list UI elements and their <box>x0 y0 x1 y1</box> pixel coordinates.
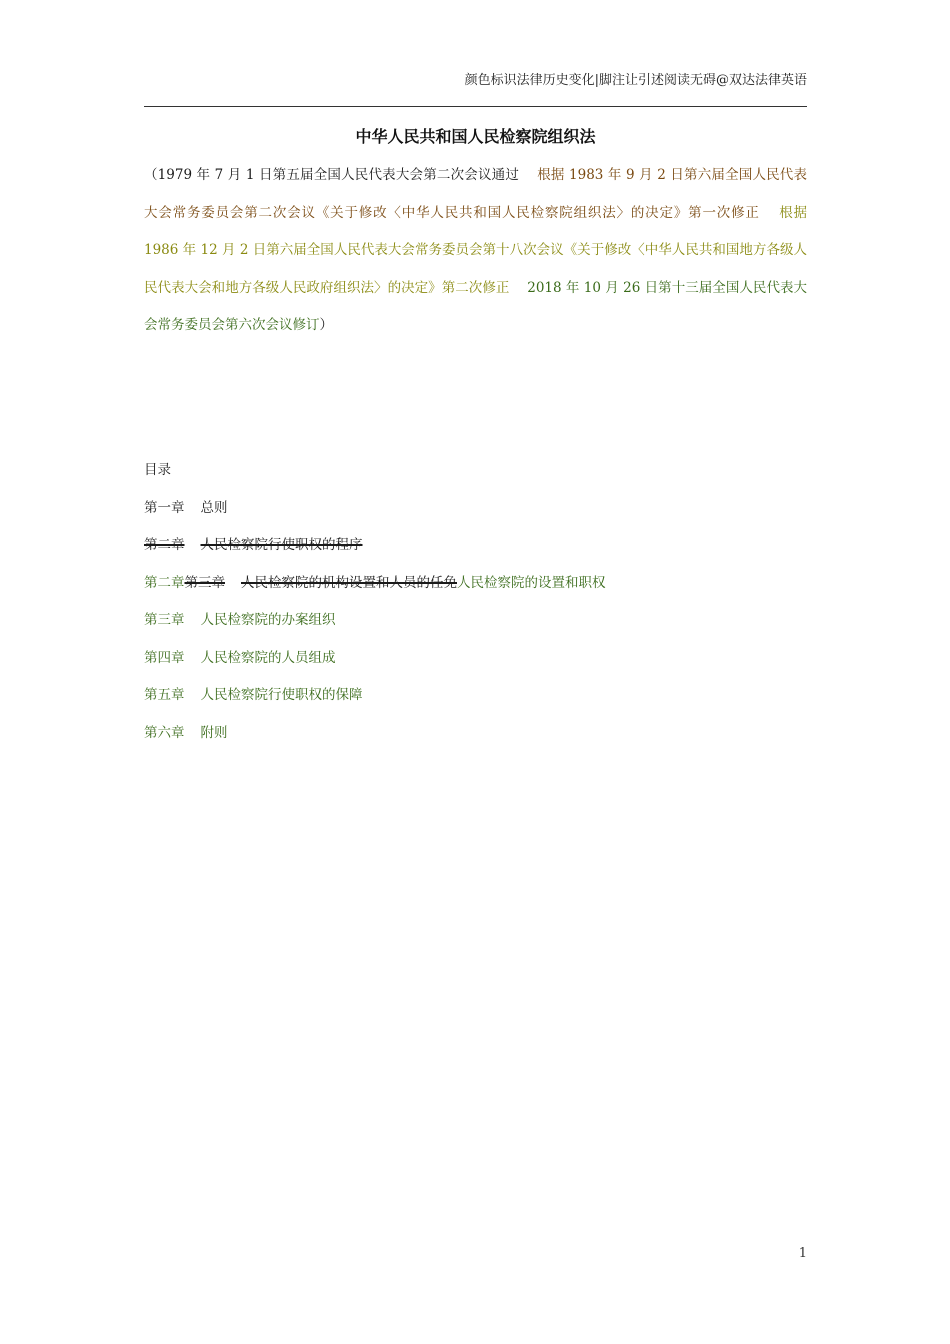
preamble <box>144 157 807 345</box>
document-title: 中华人民共和国人民检察院组织法 <box>355 127 596 146</box>
preamble-close-paren: ） <box>319 317 333 333</box>
toc-heading: 目录 <box>144 462 171 478</box>
preamble-amendment-1983: 根据 1983 年 9 月 2 日第六届全国人民代表大会常务委员会第二次会议《关于修改〈中华人民共和国人民检察院组织法〉的决定》第一次修正 <box>144 167 807 221</box>
toc-item-chapter-4[interactable]: 第四章 人民检察院的人员组成 <box>144 649 336 666</box>
page-header: 颜色标识法律历史变化|脚注让引述阅读无碍@双达法律英语 <box>464 73 807 88</box>
page-number: 1 <box>798 1246 807 1261</box>
toc-item-chapter-5[interactable]: 第五章 人民检察院行使职权的保障 <box>144 687 363 703</box>
preamble-original-adoption: （1979 年 7 月 1 日第五届全国人民代表大会第二次会议通过 <box>144 167 520 183</box>
toc-item-chapter-2-revised[interactable]: 第二章第三章 人民检察院的机构设置和人员的任免人民检察院的设置和职权 <box>144 574 606 591</box>
preamble-amendment-1986: 根据 1986 年 12 月 2 日第六届全国人民代表大会常务委员会第十八次会议《关于修改〈中华人民共和国地方各级人民代表大会和地方各级人民政府组织法〉的决定》第二次修正 <box>144 204 808 296</box>
toc-item-chapter-6[interactable]: 第六章 附则 <box>144 724 228 741</box>
toc-item-chapter-3[interactable]: 第三章 人民检察院的办案组织 <box>144 612 336 628</box>
header-divider <box>144 106 807 107</box>
table-of-contents <box>144 458 807 758</box>
toc-item-chapter-1[interactable]: 第一章 总则 <box>144 499 228 516</box>
preamble-revision-2018: 2018 年 10 月 26 日第十三届全国人民代表大会常务委员会第六次会议修订 <box>144 279 808 333</box>
toc-item-chapter-2-deleted[interactable]: 第二章 人民检察院行使职权的程序 <box>144 537 363 553</box>
